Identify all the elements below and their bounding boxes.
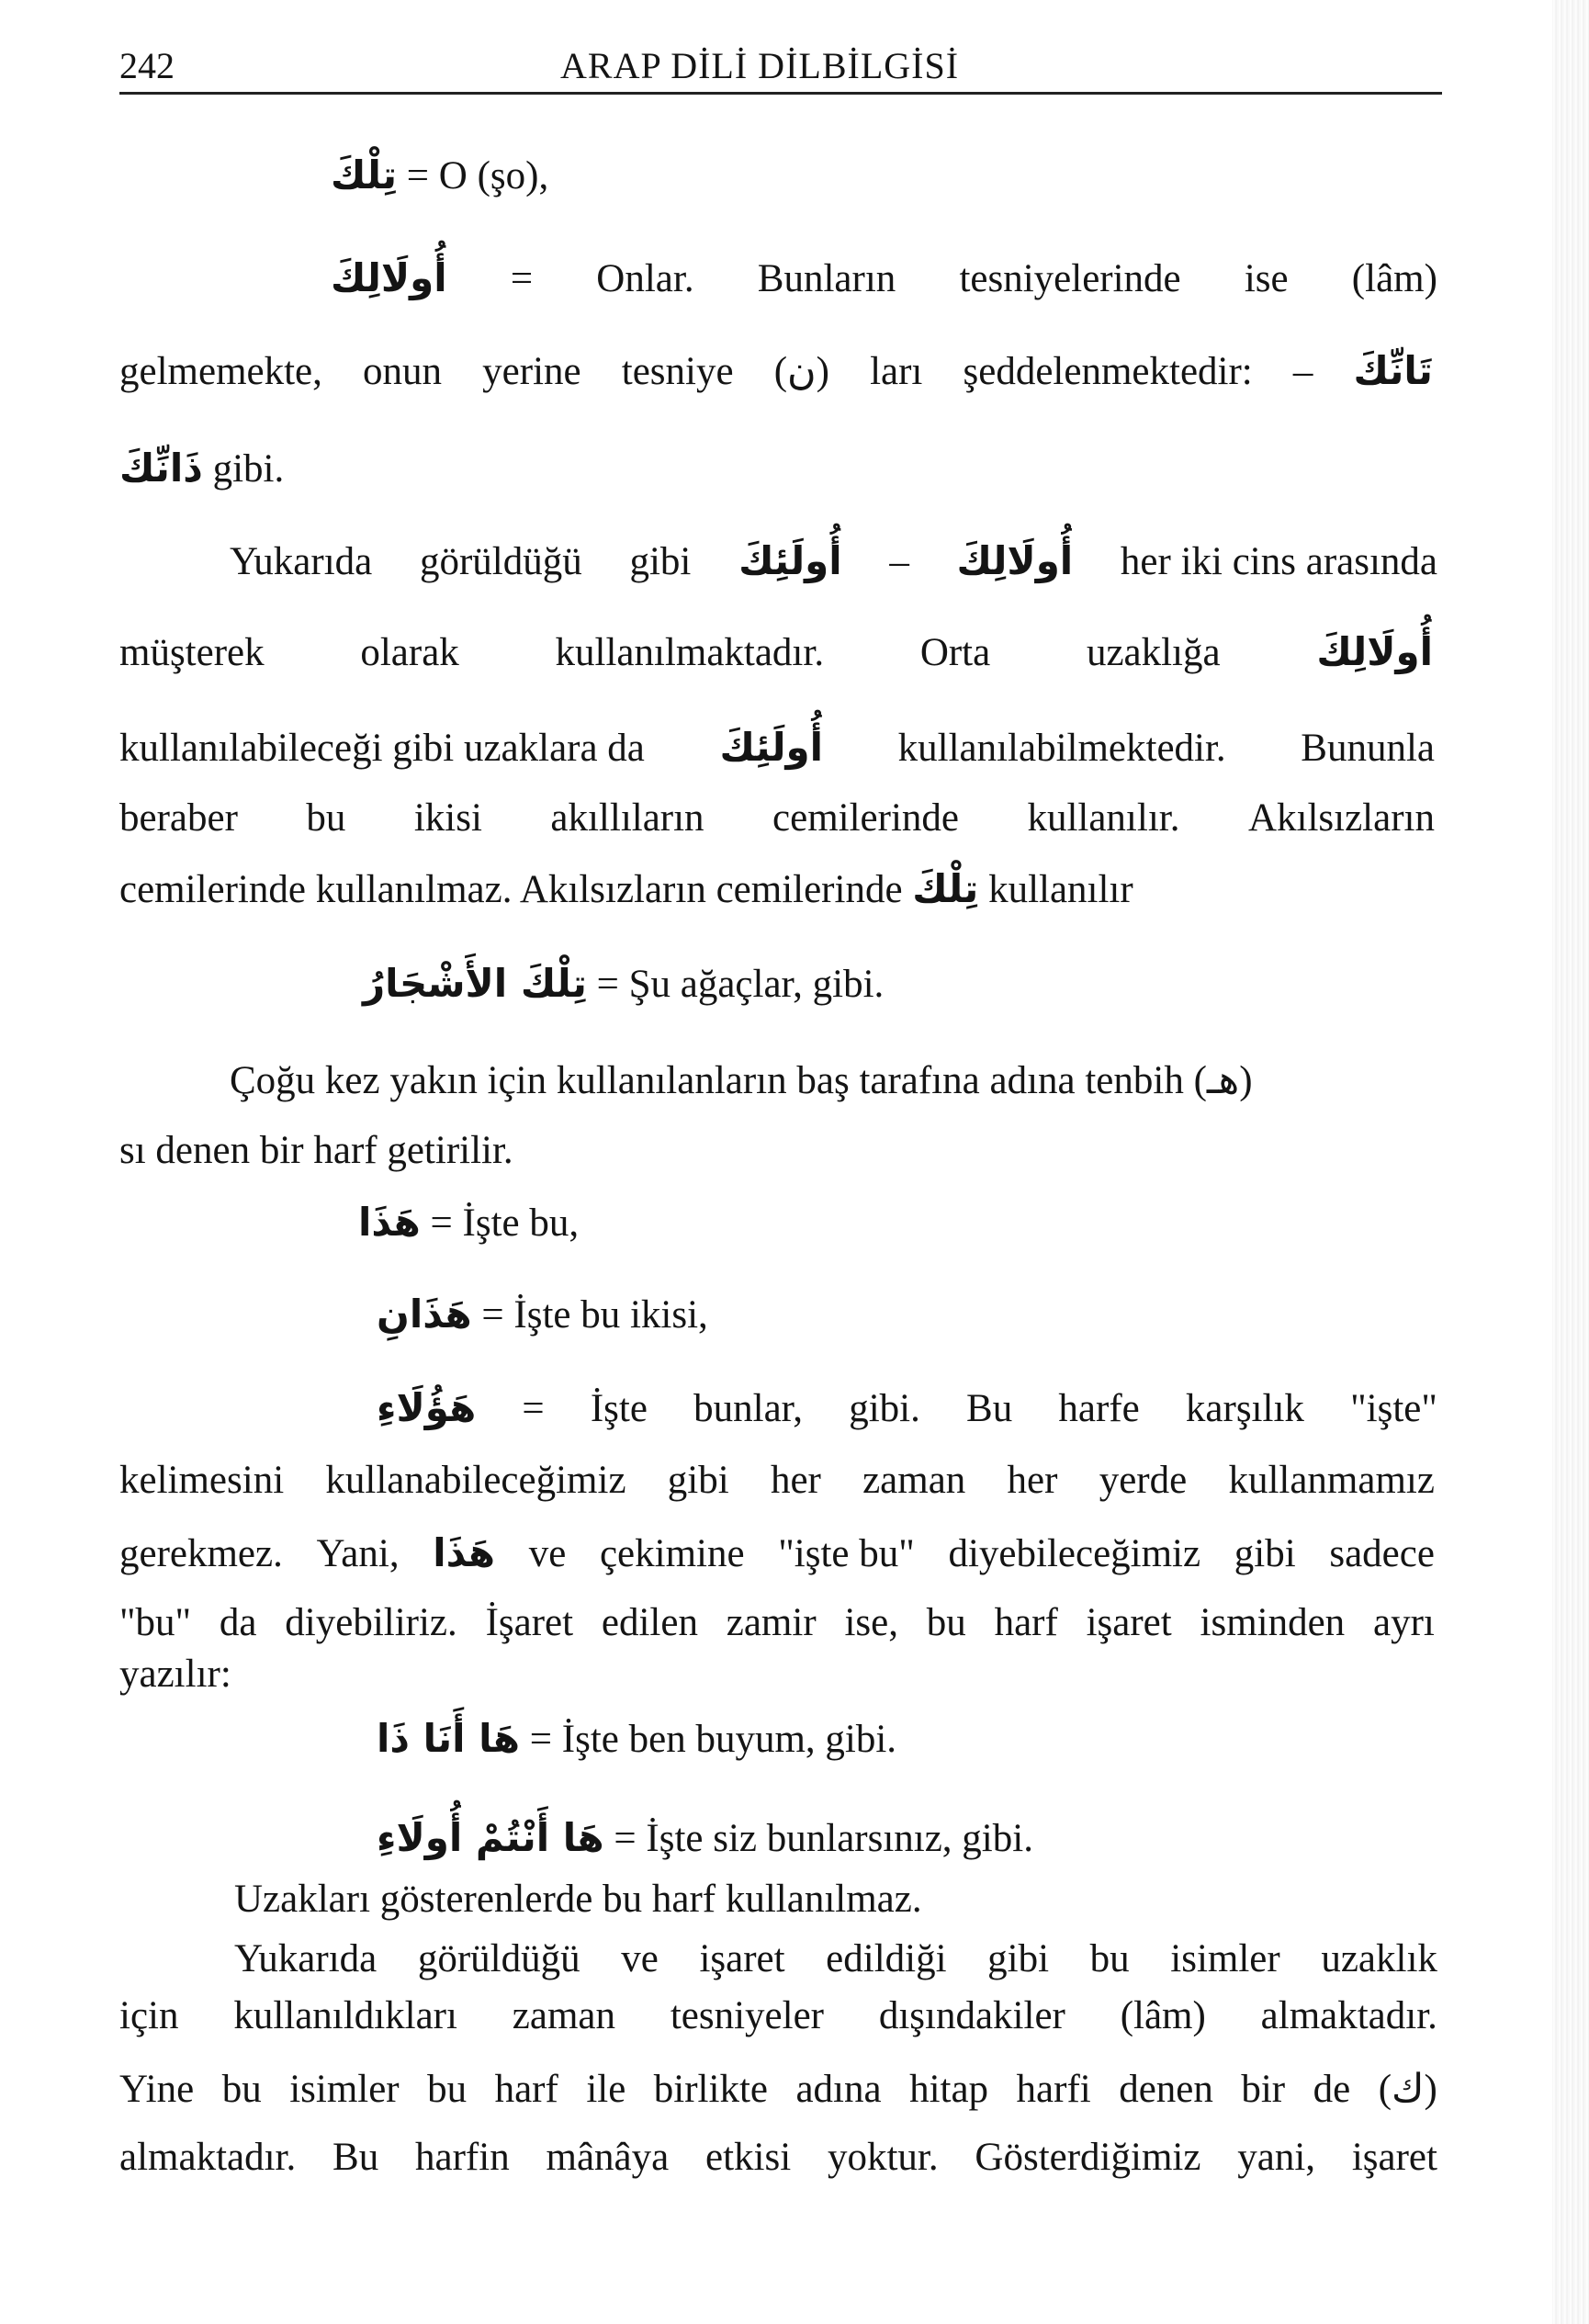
word: Bunların xyxy=(757,257,896,300)
word: denen xyxy=(1119,2068,1213,2111)
word: harfin xyxy=(415,2136,510,2179)
word: şeddelenmektedir: xyxy=(963,350,1253,393)
word: tesniyeler xyxy=(670,1994,824,2037)
word: mânâya xyxy=(546,2136,670,2179)
arabic-term: هَذَا xyxy=(433,1530,496,1575)
word: için xyxy=(119,1994,179,2037)
gloss-text: = İşte siz bunlarsınız, gibi. xyxy=(614,1817,1033,1860)
word: kullanılabileceği gibi uzaklara da xyxy=(119,727,645,770)
arabic-term: هَذَانِ xyxy=(377,1292,472,1337)
word: (lâm) xyxy=(1120,1994,1206,2037)
gloss-text: = İşte bu ikisi, xyxy=(481,1293,708,1337)
word: gerekmez. xyxy=(119,1532,283,1575)
example-line xyxy=(377,1385,1437,1430)
word: "işte bu" xyxy=(778,1532,915,1575)
header-rule xyxy=(119,92,1442,95)
arabic-term: تَانِّكَ xyxy=(1353,348,1433,393)
word: işaret xyxy=(1351,2136,1437,2179)
word: zamir xyxy=(726,1601,817,1644)
word: ve xyxy=(528,1532,567,1575)
word: bu xyxy=(306,796,346,840)
word: adına xyxy=(795,2068,882,2111)
text-line xyxy=(119,629,1433,674)
text-line xyxy=(234,1879,922,1919)
word: gibi xyxy=(629,540,692,583)
word: gibi xyxy=(987,1937,1050,1980)
word: müşterek xyxy=(119,631,265,674)
word: kullanılmaktadır. xyxy=(555,631,825,674)
word: ikisi xyxy=(413,796,482,840)
paragraph-text: yazılır: xyxy=(119,1653,231,1696)
text-line xyxy=(119,2138,1437,2177)
word: cemilerinde xyxy=(772,796,959,840)
word: harfi xyxy=(1016,2068,1091,2111)
word: diyebiliriz. xyxy=(285,1601,457,1644)
word: almaktadır. xyxy=(1260,1994,1437,2037)
word: hitap xyxy=(909,2068,989,2111)
arabic-term: أُولَئِكَ xyxy=(738,538,842,583)
word: olarak xyxy=(360,631,459,674)
text-line xyxy=(119,1530,1435,1575)
word: ise, xyxy=(844,1601,898,1644)
arabic-term: أُولَالِكَ xyxy=(956,538,1074,583)
word: de xyxy=(1313,2068,1351,2111)
gloss-text: = İşte ben buyum, gibi. xyxy=(529,1718,897,1761)
text-line xyxy=(119,866,1133,911)
word: kullanılabilmektedir. xyxy=(897,727,1226,770)
word: bunlar, xyxy=(693,1387,804,1430)
word: Bu xyxy=(332,2136,379,2179)
word: Yine xyxy=(119,2068,195,2111)
text-line xyxy=(119,1131,513,1170)
word: Bu xyxy=(966,1387,1013,1430)
word: edilen xyxy=(601,1601,698,1644)
arabic-term: أُولَالِكَ xyxy=(1316,629,1433,674)
word: gibi xyxy=(1234,1532,1296,1575)
word: onun xyxy=(363,350,443,393)
word: (ن) xyxy=(773,350,829,393)
word: Bununla xyxy=(1301,727,1435,770)
word: (lâm) xyxy=(1351,257,1437,300)
word: uzaklığa xyxy=(1086,631,1221,674)
word: gibi xyxy=(667,1459,729,1502)
word: Akılsızların xyxy=(1247,796,1435,840)
word: İşte xyxy=(590,1387,648,1430)
word: ile xyxy=(586,2068,626,2111)
word: çekimine xyxy=(599,1532,745,1575)
word: "bu" xyxy=(119,1601,192,1644)
word: da xyxy=(219,1601,257,1644)
text-line xyxy=(119,1461,1435,1500)
word: kullanabileceğimiz xyxy=(325,1459,626,1502)
word: tesniye xyxy=(621,350,734,393)
arabic-term: تِلْكَ xyxy=(912,866,979,911)
word: bu xyxy=(1089,1937,1130,1980)
example-line xyxy=(331,152,549,197)
arabic-term: تِلْكَ الأَشْجَارُ xyxy=(363,961,587,1006)
word: kullanıldıkları xyxy=(233,1994,457,2037)
word: Gösterdiğimiz xyxy=(975,2136,1201,2179)
word: işaret xyxy=(1086,1601,1172,1644)
word: her xyxy=(770,1459,821,1502)
word: görüldüğü xyxy=(417,1937,580,1980)
word: Yukarıda xyxy=(234,1937,378,1980)
example-line xyxy=(377,1815,1033,1860)
word: ları xyxy=(870,350,923,393)
word: dışındakiler xyxy=(878,1994,1065,2037)
gloss-text: = O (şo), xyxy=(406,154,549,197)
text-line xyxy=(119,2070,1437,2109)
word: = xyxy=(522,1387,545,1430)
page-edge-shading xyxy=(1552,0,1589,2324)
arabic-term: أُولَالِكَ xyxy=(331,255,447,300)
word: "işte" xyxy=(1350,1387,1437,1430)
word: karşılık xyxy=(1185,1387,1304,1430)
arabic-term: ذَانِّكَ xyxy=(119,446,203,491)
word: etkisi xyxy=(705,2136,792,2179)
paragraph-text: sı denen bir harf getirilir. xyxy=(119,1129,513,1172)
page-number: 242 xyxy=(119,45,175,86)
word: Orta xyxy=(919,631,991,674)
word: kullanılır. xyxy=(1027,796,1180,840)
text-line xyxy=(119,798,1435,838)
word: birlikte xyxy=(653,2068,768,2111)
word: isimler xyxy=(289,2068,400,2111)
word: İşaret xyxy=(485,1601,574,1644)
word: yerde xyxy=(1099,1459,1188,1502)
word: tesniyelerinde xyxy=(959,257,1181,300)
word: almaktadır. xyxy=(119,2136,297,2179)
word: yani, xyxy=(1237,2136,1316,2179)
word: akıllıların xyxy=(550,796,704,840)
word: yoktur. xyxy=(827,2136,939,2179)
word: cemilerinde kullanılmaz. Akılsızların cemilerinde xyxy=(119,868,903,911)
word: harf xyxy=(994,1601,1058,1644)
word: isminden xyxy=(1200,1601,1346,1644)
word: sadece xyxy=(1329,1532,1435,1575)
word: Yani, xyxy=(316,1532,400,1575)
word: (ك) xyxy=(1378,2068,1437,2111)
text-line xyxy=(331,255,1437,300)
word: ayrı xyxy=(1372,1601,1435,1644)
word: isimler xyxy=(1170,1937,1280,1980)
running-title: ARAP DİLİ DİLBİLGİSİ xyxy=(560,45,960,86)
text-line xyxy=(119,1603,1435,1642)
text-line xyxy=(234,1939,1437,1979)
word: bir xyxy=(1241,2068,1286,2111)
word: zaman xyxy=(862,1459,966,1502)
word: bu xyxy=(926,1601,966,1644)
example-line xyxy=(377,1292,708,1337)
arabic-term: أُولَئِكَ xyxy=(719,725,824,770)
word: gibi. xyxy=(849,1387,920,1430)
word: her iki cins arasında xyxy=(1120,540,1437,583)
paragraph-text: Uzakları gösterenlerde bu harf kullanılmaz. xyxy=(234,1878,922,1921)
arabic-term: هَا أَنَا ذَا xyxy=(377,1716,521,1761)
word: – xyxy=(1292,350,1313,393)
arabic-term: هَؤُلَاءِ xyxy=(377,1385,477,1430)
word: Onlar. xyxy=(596,257,694,300)
word: beraber xyxy=(119,796,238,840)
gloss-text: gibi. xyxy=(212,447,285,491)
example-line xyxy=(358,1200,580,1245)
text-line xyxy=(119,1654,231,1694)
word: ise xyxy=(1244,257,1289,300)
word: her xyxy=(1007,1459,1058,1502)
text-line xyxy=(230,1061,1253,1100)
text-line xyxy=(119,725,1435,770)
page-header xyxy=(119,37,1442,92)
word: edildiği xyxy=(826,1937,947,1980)
word: ve xyxy=(621,1937,659,1980)
word: = xyxy=(510,257,534,300)
word: zaman xyxy=(512,1994,615,2037)
word: kelimesini xyxy=(119,1459,285,1502)
word: gelmemekte, xyxy=(119,350,322,393)
text-line xyxy=(119,1996,1437,2036)
text-line xyxy=(119,446,285,491)
arabic-term: هَا أَنْتُمْ أُولَاءِ xyxy=(377,1815,604,1860)
word: yerine xyxy=(482,350,581,393)
example-line xyxy=(363,961,885,1006)
word: bu xyxy=(427,2068,468,2111)
word: işaret xyxy=(699,1937,785,1980)
word: – xyxy=(889,540,909,583)
arabic-term: تِلْكَ xyxy=(331,152,398,197)
paragraph-text: Çoğu kez yakın için kullanılanların baş tarafına adına tenbih (هـ) xyxy=(230,1059,1253,1102)
word: kullanmamız xyxy=(1228,1459,1435,1502)
word: harfe xyxy=(1058,1387,1140,1430)
word: diyebileceğimiz xyxy=(948,1532,1201,1575)
word: kullanılır xyxy=(988,868,1133,911)
arabic-term: هَذَا xyxy=(358,1200,421,1245)
gloss-text: = Şu ağaçlar, gibi. xyxy=(596,963,885,1006)
word: harf xyxy=(494,2068,558,2111)
word: görüldüğü xyxy=(419,540,582,583)
word: uzaklık xyxy=(1321,1937,1437,1980)
example-line xyxy=(377,1716,897,1761)
word: Yukarıda xyxy=(230,540,373,583)
word: bu xyxy=(221,2068,262,2111)
text-line xyxy=(119,348,1433,393)
text-line xyxy=(230,538,1437,583)
gloss-text: = İşte bu, xyxy=(430,1201,580,1245)
